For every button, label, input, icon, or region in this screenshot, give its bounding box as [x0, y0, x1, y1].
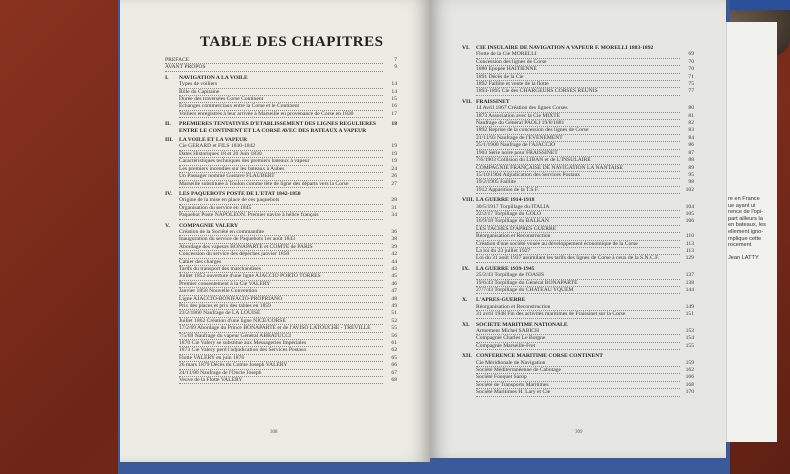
toc-entry-title: Marseille substituée à Toulon comme tête de ligne des départs vers la Corse — [179, 181, 383, 188]
toc-entry-page: 98 — [688, 179, 694, 186]
toc-entry-title: Création d'une société vouée au développement économique de la Corse — [476, 241, 680, 248]
toc-entry-page: 45 — [391, 273, 397, 280]
toc-entry-title: PREFACE — [165, 57, 383, 64]
toc-entry — [165, 229, 397, 236]
toc-entry — [462, 113, 694, 120]
toc-entry — [462, 179, 694, 186]
toc-entry — [462, 135, 694, 142]
toc-section-number: IX. — [462, 265, 470, 272]
toc-section-title: FRAISSINET — [476, 98, 510, 105]
toc-entry-title: 1873 Cie Valery perd l'adjudication des Services Postaux — [179, 347, 383, 354]
toc-entry — [462, 204, 694, 211]
toc-entry — [462, 127, 694, 134]
toc-entry — [462, 165, 694, 172]
toc-entry-title: 1892 Reprise de la concession des lignes de Corse — [476, 127, 680, 134]
toc-entry — [462, 343, 694, 350]
toc-section-number: VI. — [462, 45, 470, 51]
toc-entry — [165, 103, 397, 110]
toc-entry-title: Réorganisation et Reconstruction — [476, 304, 680, 311]
toc-entry — [165, 303, 397, 310]
toc-entry-title: 1903 Série noire pour FRAISSINET — [476, 150, 680, 157]
toc-entry — [462, 105, 694, 112]
toc-entry — [165, 333, 397, 340]
toc-section-title: L'APRES-GUERRE — [476, 297, 526, 304]
toc-entry — [165, 325, 397, 332]
toc-entry-title: Cie GERARD et FILS 1830-1842 — [179, 143, 383, 150]
toc-entry — [165, 355, 397, 362]
adjacent-page-line: mplique cette — [728, 235, 762, 242]
toc-section-heading — [165, 121, 397, 134]
toc-entry — [165, 362, 397, 369]
toc-entry-title: Organisation du service en 1845 — [179, 205, 383, 212]
toc-entry — [165, 89, 397, 96]
toc-entry-page: 83 — [688, 127, 694, 134]
toc-entry — [462, 389, 694, 396]
toc-entry-title: 1891 Décès de la Cie — [476, 74, 680, 81]
adjacent-page-author: Jean LATTY — [728, 254, 759, 261]
toc-entry — [462, 88, 694, 95]
toc-section-number: I. — [165, 74, 169, 81]
toc-entry-page: 113 — [685, 247, 694, 254]
toc-entry-title: 21/11/93 Naufrage de l'EVENEMENT — [476, 135, 680, 142]
toc-entry — [165, 296, 397, 303]
toc-entry-page: 28 — [391, 197, 397, 204]
toc-entry — [462, 59, 694, 66]
toc-entry — [462, 211, 694, 218]
toc-entry-page: 95 — [688, 171, 694, 178]
toc-entry-title: Cie Méridionale de Navigation — [476, 360, 680, 367]
toc-entry — [165, 377, 397, 384]
toc-entry — [462, 382, 694, 389]
toc-entry — [165, 212, 397, 219]
toc-section — [462, 266, 694, 295]
toc-entry — [165, 151, 397, 158]
toc-entry-title: Juillet 1862 Création d'une ligne NICE/CORSE — [179, 318, 383, 325]
toc-entry-page: 39 — [391, 243, 397, 250]
toc-entry — [462, 328, 694, 335]
toc-entry-title: 16/9/18 Torpillage du BALKAN — [476, 218, 680, 225]
toc-entry-title: 7/5/69 Naufrage du vapeur Général ABBATUCCI — [179, 333, 383, 340]
toc-entry-title: Durée des traversées Corse Continent — [179, 96, 383, 103]
toc-entry-page: 43 — [391, 265, 397, 272]
toc-entry-page: 151 — [685, 311, 694, 318]
toc-section-page: 18 — [391, 121, 397, 128]
toc-entry — [165, 205, 397, 212]
toc-entry-title: Origine de la mise en place de ces paquebots — [179, 197, 383, 204]
toc-section-title: NAVIGATION A LA VOILE — [179, 74, 248, 81]
toc-entry — [165, 318, 397, 325]
toc-entry — [462, 287, 694, 294]
toc-entry-title: Création de la Société en commandite — [179, 229, 383, 236]
toc-entry — [165, 273, 397, 280]
toc-entry-page: 77 — [688, 88, 694, 95]
toc-section-title: LA GUERRE 1914-1918 — [476, 197, 535, 204]
toc-entry-title: Société Fouquet Sarop — [476, 374, 680, 381]
toc-entry-title: Tarifs du transport des marchandises — [179, 266, 383, 273]
toc-entry — [462, 226, 694, 233]
toc-section — [165, 223, 397, 385]
toc-entry-title: Société Maritimes H. Lary et Cie — [476, 389, 680, 396]
toc-right — [462, 42, 694, 397]
toc-entry-page: 24 — [391, 165, 397, 172]
toc-section — [462, 197, 694, 263]
toc-section-number: II. — [165, 121, 171, 128]
toc-entry-page: 106 — [685, 218, 694, 225]
left-page-number: 308 — [270, 430, 278, 435]
adjacent-page-text — [728, 196, 766, 261]
toc-entry — [462, 241, 694, 248]
toc-entry — [165, 370, 397, 377]
toc-entry-title: La loi du 23 juillet 1927 — [476, 248, 680, 255]
toc-entry — [165, 251, 397, 258]
toc-section — [165, 121, 397, 134]
toc-entry — [462, 374, 694, 381]
toc-entry-page: 71 — [688, 73, 694, 80]
toc-entry-title: 26 mars 1879 Décès du Comte Joseph VALERY — [179, 362, 383, 369]
toc-entry-page: 31 — [391, 204, 397, 211]
toc-entry-title: Compagnie Marseille-Fret — [476, 343, 680, 350]
toc-entry-title: 1892 Faillite et vente de la flotte — [476, 81, 680, 88]
toc-entry-page: 19 — [391, 143, 397, 150]
toc-entry-title: Concession du service des dépêches janvier 1850 — [179, 251, 383, 258]
toc-section — [165, 191, 397, 220]
toc-entry-title: 19/6/43 Torpillage du Général BONAPARTE — [476, 280, 680, 287]
toc-entry-page: 129 — [685, 255, 694, 262]
toc-entry-title: Paquebot Poste NAPOLEON. Premier navire à hélice français — [179, 212, 383, 219]
toc-entry-page: 56 — [391, 332, 397, 339]
toc-entry — [462, 172, 694, 179]
toc-entry-title: Les premiers incendies sur les bateaux à Aubes — [179, 166, 383, 173]
toc-section — [165, 137, 397, 188]
toc-entry-title: 31 avril 1948 Fin des activités maritimes de Fraissinet sur la Corse — [476, 311, 680, 318]
toc-section-number: VII. — [462, 98, 472, 105]
toc-entry-title: Cahier des charges — [179, 259, 383, 266]
toc-entry-page: 88 — [688, 157, 694, 164]
toc-entry — [462, 255, 694, 262]
toc-entry-page: 159 — [685, 359, 694, 366]
right-page-number: 309 — [575, 430, 583, 435]
toc-intro-entry — [165, 64, 397, 71]
toc-entry-title: Un Passager nommé Gustave FLAUBERT — [179, 173, 383, 180]
toc-entry — [462, 51, 694, 58]
toc-entry-page: 52 — [391, 317, 397, 324]
toc-entry — [165, 81, 397, 88]
toc-entry-page: 38 — [391, 236, 397, 243]
toc-entry-page: 105 — [685, 210, 694, 217]
toc-entry — [462, 157, 694, 164]
adjacent-page-line: re en France — [728, 196, 760, 202]
toc-entry — [165, 281, 397, 288]
toc-entry-page: 68 — [391, 377, 397, 384]
toc-entry-page: 104 — [685, 203, 694, 210]
toc-entry-page: 138 — [685, 279, 694, 286]
toc-entry — [165, 266, 397, 273]
toc-entry — [165, 310, 397, 317]
toc-section-title: CONFERENCE MARITIME CORSE CONTINENT — [476, 353, 603, 360]
toc-entry-page: 80 — [688, 105, 694, 112]
toc-section — [462, 99, 694, 194]
toc-entry — [462, 248, 694, 255]
toc-entry-title: 25/1/1900 Naufrage de l'AJACCIO — [476, 142, 680, 149]
toc-entry-title: 1873 Association avec la Cie MIXTE — [476, 113, 680, 120]
toc-entry — [462, 142, 694, 149]
toc-section-title: CIE INSULAIRE DE NAVIGATION A VAPEUR F. MORELLI 1883-1892 — [476, 45, 654, 51]
toc-entry — [462, 280, 694, 287]
toc-entry-page: 65 — [391, 354, 397, 361]
toc-entry-title: COMPAGNIE FRANÇAISE DE NAVIGATION LA NANTAISE — [476, 165, 680, 172]
toc-section-number: IV. — [165, 190, 172, 197]
toc-entry-title: 25/2/43 Torpillage de l'OASIS — [476, 272, 680, 279]
toc-entry-page: 19 — [391, 150, 397, 157]
toc-section-title: PREMIERES TENTATIVES D'ETABLISSEMENT DES LIGNES REGULIERES ENTRE LE CONTINENT ET LA CORSE AVEC DES BATEAUX A VAPEUR — [179, 121, 377, 134]
toc-section-number: VIII. — [462, 197, 474, 204]
toc-entry-title: Inauguration du service de Paquebots 1er août 1843 — [179, 236, 383, 243]
toc-section-title: COMPAGNIE VALERY — [179, 222, 239, 229]
toc-entry — [165, 166, 397, 173]
toc-entry-page: 48 — [391, 295, 397, 302]
toc-entry-page: 86 — [688, 142, 694, 149]
toc-entry-page: 27 — [391, 180, 397, 187]
toc-entry-page: 51 — [391, 310, 397, 317]
toc-section-number: XII. — [462, 353, 472, 360]
toc-entry-title: Abordage des vapeurs BONAPARTE et COMTE de PARIS — [179, 244, 383, 251]
toc-entry — [462, 272, 694, 279]
toc-entry-title: 1870 Cie Valery se substitue aux Messageries Impériales — [179, 340, 383, 347]
toc-section-number: III. — [165, 137, 173, 144]
toc-entry-title: 19/2/1905 Faillite — [476, 179, 680, 186]
toc-entry-title: Echanges commerciaux entre la Corse et le Continent — [179, 103, 383, 110]
toc-entry — [462, 233, 694, 240]
toc-entry-page: 162 — [685, 367, 694, 374]
adjacent-page-line: ellement igno- — [728, 228, 764, 235]
toc-entry-page: 14 — [391, 88, 397, 95]
toc-section-title: SOCIETE MARITIME NATIONALE — [476, 321, 568, 328]
toc-entry-title: 7/6/1903 Collision du LIBAN et de L'INSULAIRE — [476, 157, 680, 164]
toc-section — [165, 75, 397, 118]
toc-entry-page: 69 — [688, 51, 694, 58]
toc-entry-title: Juillet 1852 ouverture d'une ligne AJACCIO PORTO TORRES — [179, 273, 383, 280]
toc-entry — [165, 96, 397, 103]
toc-entry — [165, 143, 397, 150]
toc-entry-title: Société Méditerranéenne de Cabotage — [476, 367, 680, 374]
toc-section-title: LES PAQUEBOTS POSTE DE L'ETAT 1842-1850 — [179, 190, 301, 197]
toc-entry — [165, 259, 397, 266]
toc-entry-page: 170 — [685, 389, 694, 396]
toc-entry-title: 23/2/1860 Naufrage de LA LOUISE — [179, 310, 383, 317]
toc-intro — [165, 57, 397, 72]
toc-section — [462, 322, 694, 351]
toc-entry-title: 1880 Epopée HAITIENNE — [476, 66, 680, 73]
toc-section-title: LA GUERRE 1939-1945 — [476, 265, 535, 272]
toc-entry-page: 19 — [391, 158, 397, 165]
toc-entry — [462, 311, 694, 318]
toc-entry-page: 14 — [391, 81, 397, 88]
toc-entry-page: 149 — [685, 303, 694, 310]
toc-entry-page: 82 — [688, 120, 694, 127]
toc-entry — [462, 367, 694, 374]
toc-entry-title: Flotte VALERY en juin 1876 — [179, 355, 383, 362]
toc-entry — [462, 81, 694, 88]
toc-entry — [462, 335, 694, 342]
toc-entry-page: 16 — [391, 103, 397, 110]
toc-entry-title: 27/7/43 Torpillage du CHATEAU YQUEM — [476, 287, 680, 294]
toc-entry-title: Compagnie Charles Le Borgne — [476, 335, 680, 342]
toc-entry-page: 61 — [391, 340, 397, 347]
toc-entry-title: Janvier 1858 Nouvelle Convention — [179, 288, 383, 295]
toc-entry-page: 155 — [685, 342, 694, 349]
toc-entry-title: Types de voiliers — [179, 81, 383, 88]
toc-entry — [165, 347, 397, 354]
adjacent-page-line: en bateaux, les — [728, 222, 766, 229]
toc-entry-page: 84 — [688, 134, 694, 141]
toc-entry — [462, 360, 694, 367]
toc-entry-title: 22/2/17 Torpillage du GOLO — [476, 211, 680, 218]
toc-entry-page: 144 — [685, 287, 694, 293]
toc-entry — [165, 236, 397, 243]
toc-entry-title: 15/10/1904 Adjudication des Services Postaux — [476, 172, 680, 179]
toc-entry-page: 154 — [685, 335, 694, 342]
toc-entry-title: Réorganisation et Reconstruction — [476, 233, 680, 240]
toc-entry-page: 46 — [391, 280, 397, 287]
toc-entry-page: 137 — [685, 272, 694, 279]
toc-entry-title: Naufrage du Général PAOLI 19/8/1881 — [476, 120, 680, 127]
toc-entry-page: 47 — [391, 288, 397, 295]
toc-entry — [462, 218, 694, 225]
toc-entry-page: 110 — [685, 233, 694, 240]
toc-entry-title: AVANT PROPOS — [165, 64, 383, 71]
toc-entry-title: Flotte de la Cie MORELLI — [476, 51, 680, 58]
toc-entry-title: 14 Avril 1867 Création des lignes Corses — [476, 105, 680, 112]
toc-entry — [165, 173, 397, 180]
toc-entry — [462, 74, 694, 81]
toc-entry-page: 34 — [391, 212, 397, 219]
adjacent-page-line: part ailleurs la — [728, 215, 763, 222]
toc-entry-title: Voiliers enregistrés à leur arrivée à Marseille en provenance de Corse en 1830 — [179, 111, 383, 118]
toc-entry-title: Rôle du Capitaine — [179, 89, 383, 96]
toc-entry-title: Loi du 31 août 1937 assimilant les tarifs des lignes de Corse à ceux de la S.N.C.F. — [476, 255, 680, 262]
toc-left — [165, 54, 397, 384]
adjacent-page-line: ue ayant ui — [728, 202, 756, 209]
toc-entry-page: 166 — [685, 374, 694, 381]
toc-entry-title: Société de Transports Maritimes — [476, 382, 680, 389]
toc-entry-page: 102 — [685, 186, 694, 193]
toc-entry-page: 42 — [391, 251, 397, 258]
toc-entry — [165, 197, 397, 204]
toc-entry-page — [680, 226, 694, 233]
toc-entry-title: 1893-1895 Cie des CHARGEURS CORSES REUNIS — [476, 88, 680, 95]
toc-intro-entry — [165, 57, 397, 64]
toc-entry-title: Concession des lignes de Corse — [476, 59, 680, 66]
toc-section — [462, 353, 694, 396]
toc-entry-title: 17/2/69 Abordage du Prince BONAPARTE et de l'AVISO LATOUCHE - TREVILLE — [179, 325, 383, 332]
toc-entry-page: 66 — [391, 362, 397, 369]
toc-entry-page: 113 — [685, 240, 694, 247]
toc-entry — [165, 288, 397, 295]
toc-entry — [462, 304, 694, 311]
toc-entry-page: 17 — [391, 110, 397, 117]
toc-entry-page: 44 — [391, 258, 397, 265]
toc-entry-page: 49 — [391, 303, 397, 309]
toc-entry — [462, 120, 694, 127]
toc-entry — [165, 244, 397, 251]
toc-entry-title: Ligne AJACCIO-BONIFACIO-PROPRIANO — [179, 296, 383, 303]
toc-entry — [462, 187, 694, 194]
toc-entry-page: 26 — [391, 173, 397, 180]
toc-entry — [165, 181, 397, 188]
toc-section-number: X. — [462, 297, 468, 304]
toc-section-number: XI. — [462, 321, 470, 328]
toc-section-title: LA VOILE ET LA VAPEUR — [179, 137, 248, 144]
toc-entry-title: Dates Historiques 18 et 20 Juin 1830 — [179, 151, 383, 158]
toc-section — [462, 297, 694, 318]
toc-entry-page: 70 — [688, 58, 694, 65]
adjacent-page-line: rocement — [728, 242, 752, 249]
toc-entry-page: 9 — [394, 64, 397, 71]
toc-entry-page: 87 — [688, 149, 694, 156]
toc-entry-title: 24/11/80 Naufrage de l'Oncle Joseph — [179, 370, 383, 377]
toc-entry-page: 89 — [688, 164, 694, 171]
toc-entry-page: 62 — [391, 347, 397, 354]
toc-entry-title: Veuve de la Flotte VALERY — [179, 377, 383, 384]
toc-entry-title: Caractéristiques techniques des premiers bateaux à vapeur — [179, 158, 383, 165]
toc-entry-title: Prix des places et prix des tables en 1859 — [179, 303, 383, 310]
toc-entry-title: LES TACHES D'APRES GUERRE — [476, 226, 680, 233]
adjacent-page-line: rence de l'opi- — [728, 209, 763, 216]
toc-entry-page: 15 — [391, 96, 397, 103]
toc-entry-page: 70 — [688, 66, 694, 73]
toc-entry — [462, 66, 694, 73]
toc-section — [462, 45, 694, 96]
toc-entry — [165, 158, 397, 165]
toc-entry-page: 36 — [391, 228, 397, 235]
toc-entry-page: 81 — [688, 112, 694, 119]
toc-entry-title: Premier consentement à la Cie VALERY — [179, 281, 383, 288]
toc-entry-title: 30/5/1917 Torpillage du ITALIA — [476, 204, 680, 211]
toc-entry-page: 67 — [391, 369, 397, 376]
toc-entry-page: 55 — [391, 325, 397, 332]
page-title: TABLE DES CHAPITRES — [200, 34, 384, 50]
toc-entry-page: 7 — [394, 57, 397, 63]
toc-entry-page: 153 — [685, 328, 694, 335]
toc-entry — [462, 150, 694, 157]
toc-section-number: V. — [165, 222, 170, 229]
toc-entry — [165, 111, 397, 118]
toc-entry-title: 1912 Apparition de la T.S.F. — [476, 187, 680, 194]
toc-entry — [165, 340, 397, 347]
toc-entry-page: 75 — [688, 81, 694, 88]
toc-entry-title: Armement Michel SABICH — [476, 328, 680, 335]
toc-entry-page: 168 — [685, 381, 694, 388]
